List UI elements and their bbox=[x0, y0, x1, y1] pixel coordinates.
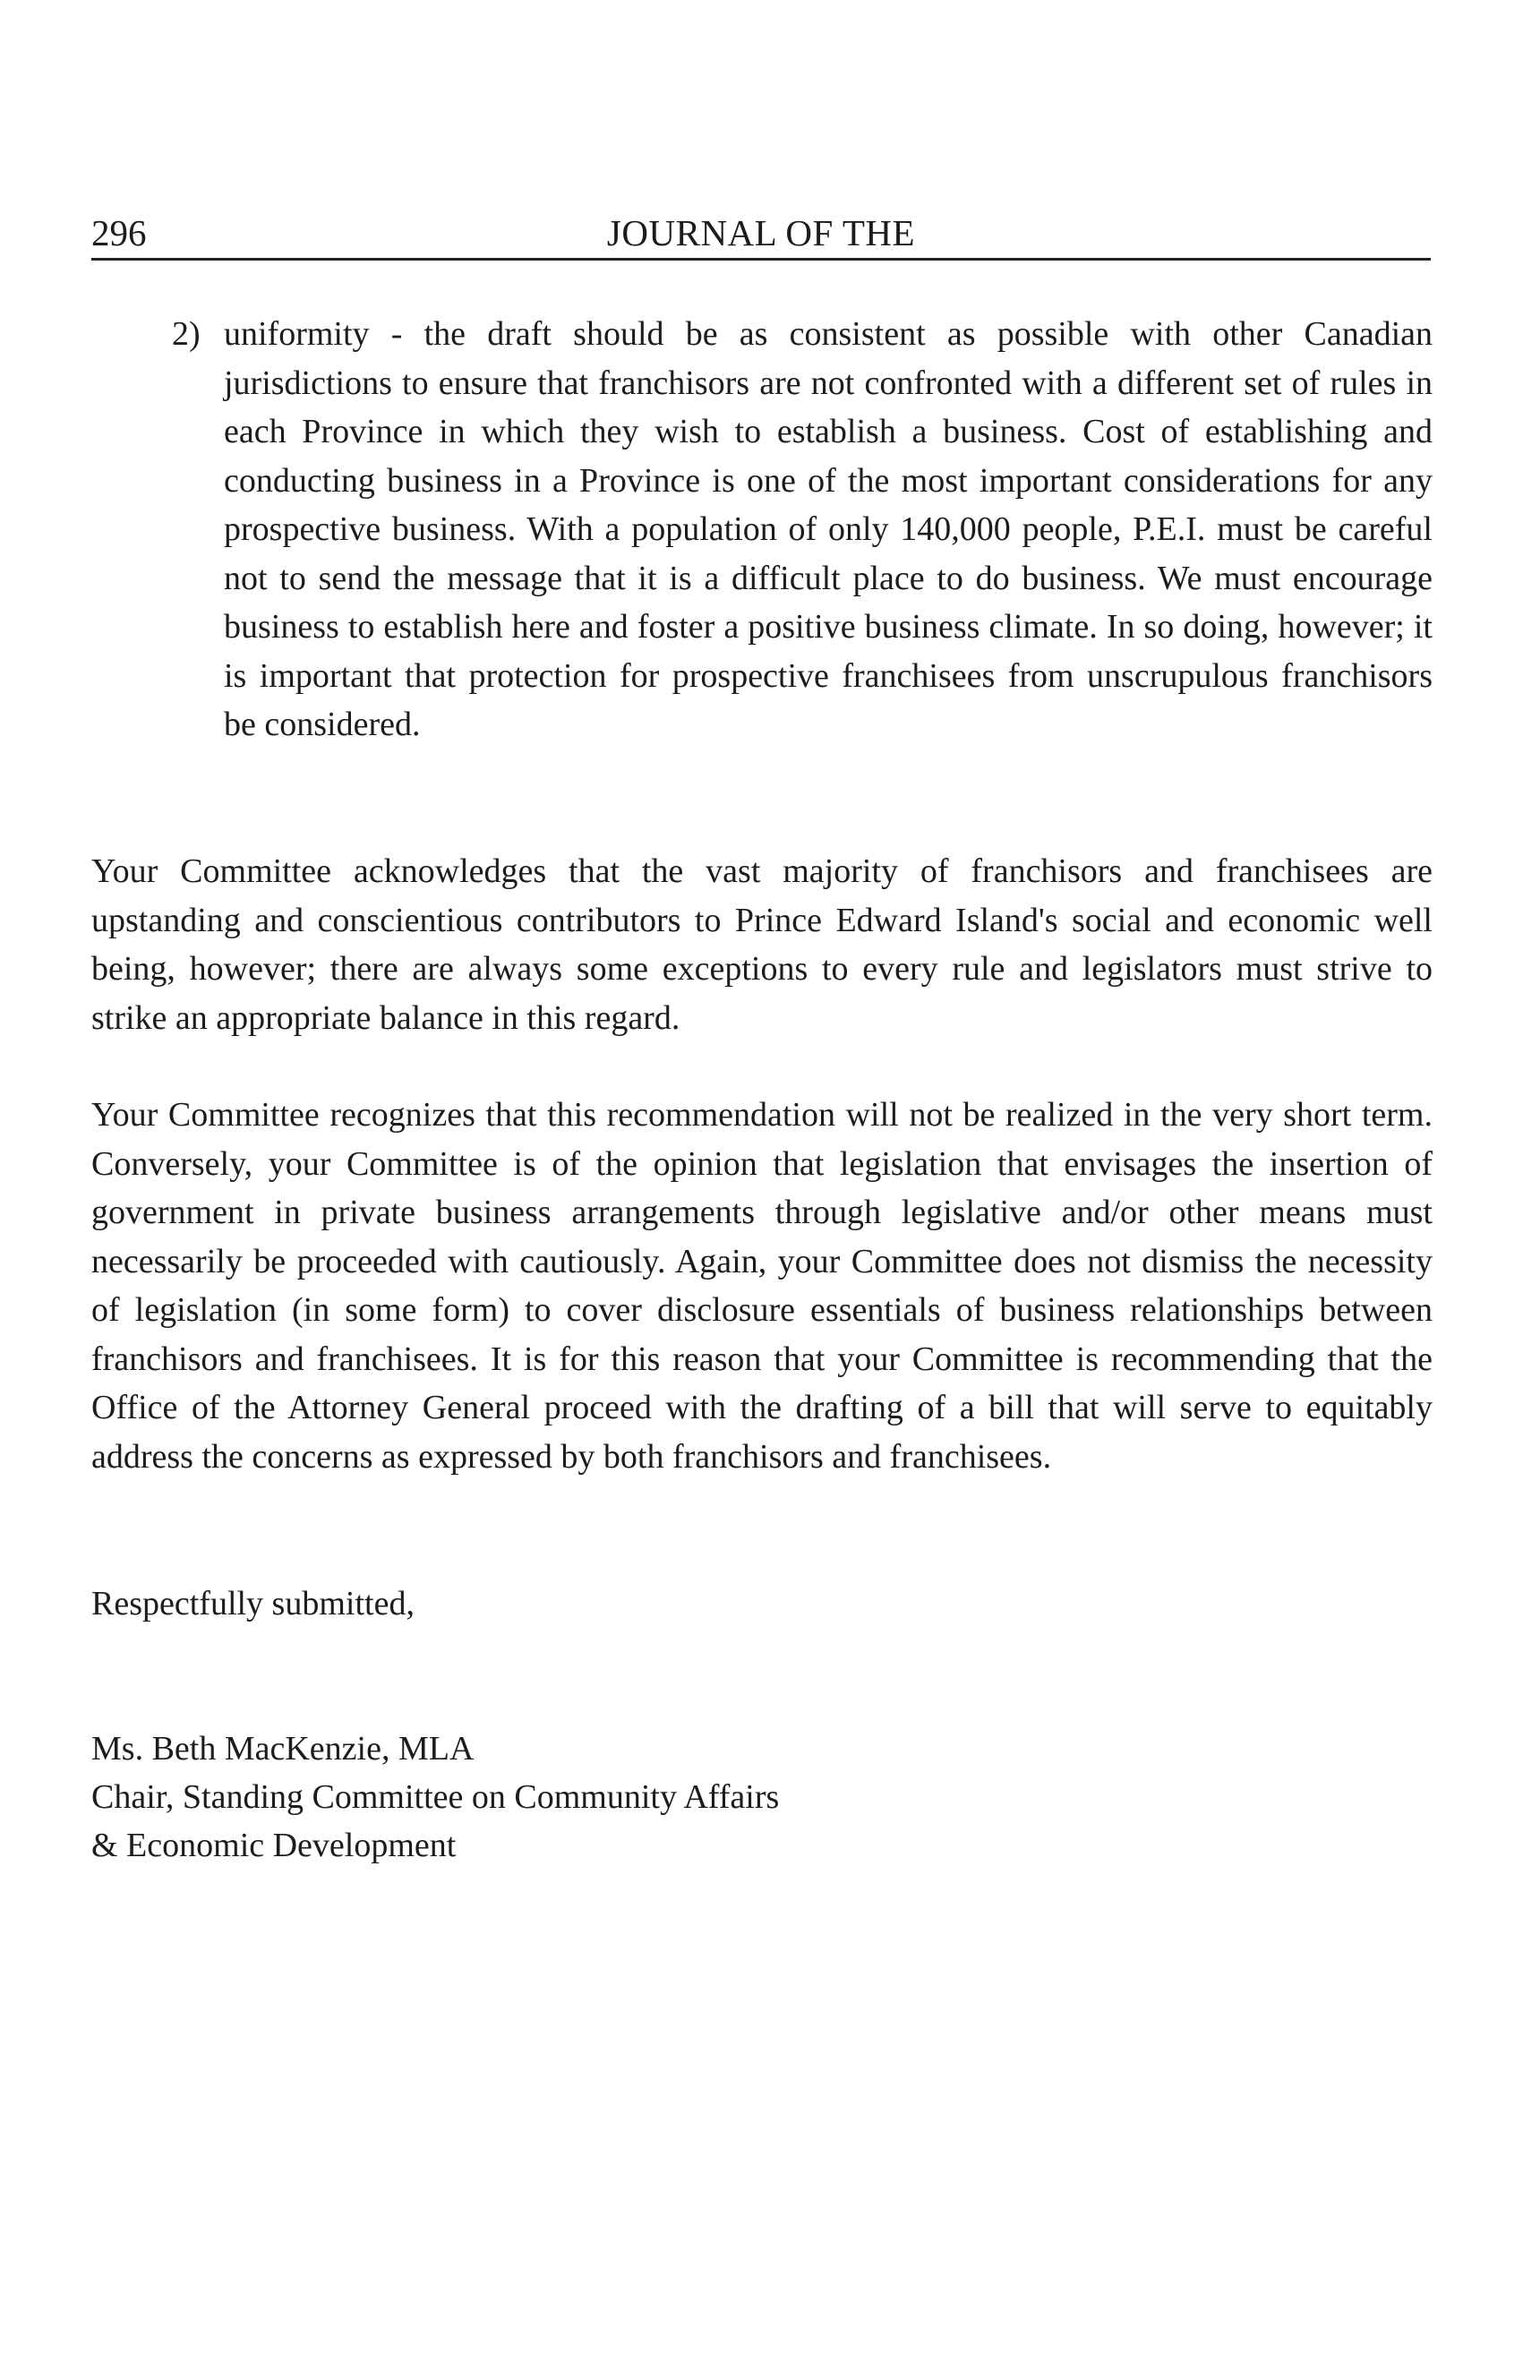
list-item-text: uniformity - the draft should be as consistent as possible with other Canadian jurisdictions to ensure that franchisors are not confronted with a different set of rules in each Province in which they wish to establish a business. Cost of establishing and conducting business in a Province is one of the most important considerations for any prospective business. With a population of only 140,000 people, P.E.I. must be careful not to send the message that it is a difficult place to do business. We must encourage business to establish here and foster a positive business climate. In so doing, however; it is important that protection for prospective franchisees from unscrupulous franchisors be considered. bbox=[224, 315, 1433, 743]
closing-salutation: Respectfully submitted, bbox=[91, 1585, 415, 1622]
running-header bbox=[91, 204, 1431, 261]
list-item-number: 2) bbox=[172, 315, 201, 353]
running-title: JOURNAL OF THE bbox=[606, 212, 916, 253]
signatory-title-continued: & Economic Development bbox=[91, 1827, 457, 1864]
page-number: 296 bbox=[91, 212, 147, 253]
signature-block bbox=[91, 1725, 779, 1870]
signatory-title: Chair, Standing Committee on Community Affairs bbox=[91, 1778, 780, 1816]
body-paragraph: Your Committee recognizes that this recommendation will not be realized in the very short term. Conversely, your Committee is of the opinion that legislation that envisages the insertion of government in private business arrangements through legislative and/or other means must necessarily be proceeded with cautiously. Again, your Committee does not dismiss the necessity of legislation (in some form) to cover disclosure essentials of business relationships between franchisors and franchisees. It is for this reason that your Committee is recommending that the Office of the Attorney General proceed with the drafting of a bill that will serve to equitably address the concerns as expressed by both franchisors and franchisees. bbox=[91, 1096, 1433, 1476]
body-paragraph: Your Committee acknowledges that the vast majority of franchisors and franchisees are upstanding and conscientious contributors to Prince Edward Island's social and economic well being, however; there are always some exceptions to every rule and legislators must strive to strike an appropriate balance in this regard. bbox=[91, 852, 1433, 1037]
signatory-name: Ms. Beth MacKenzie, MLA bbox=[91, 1730, 475, 1768]
